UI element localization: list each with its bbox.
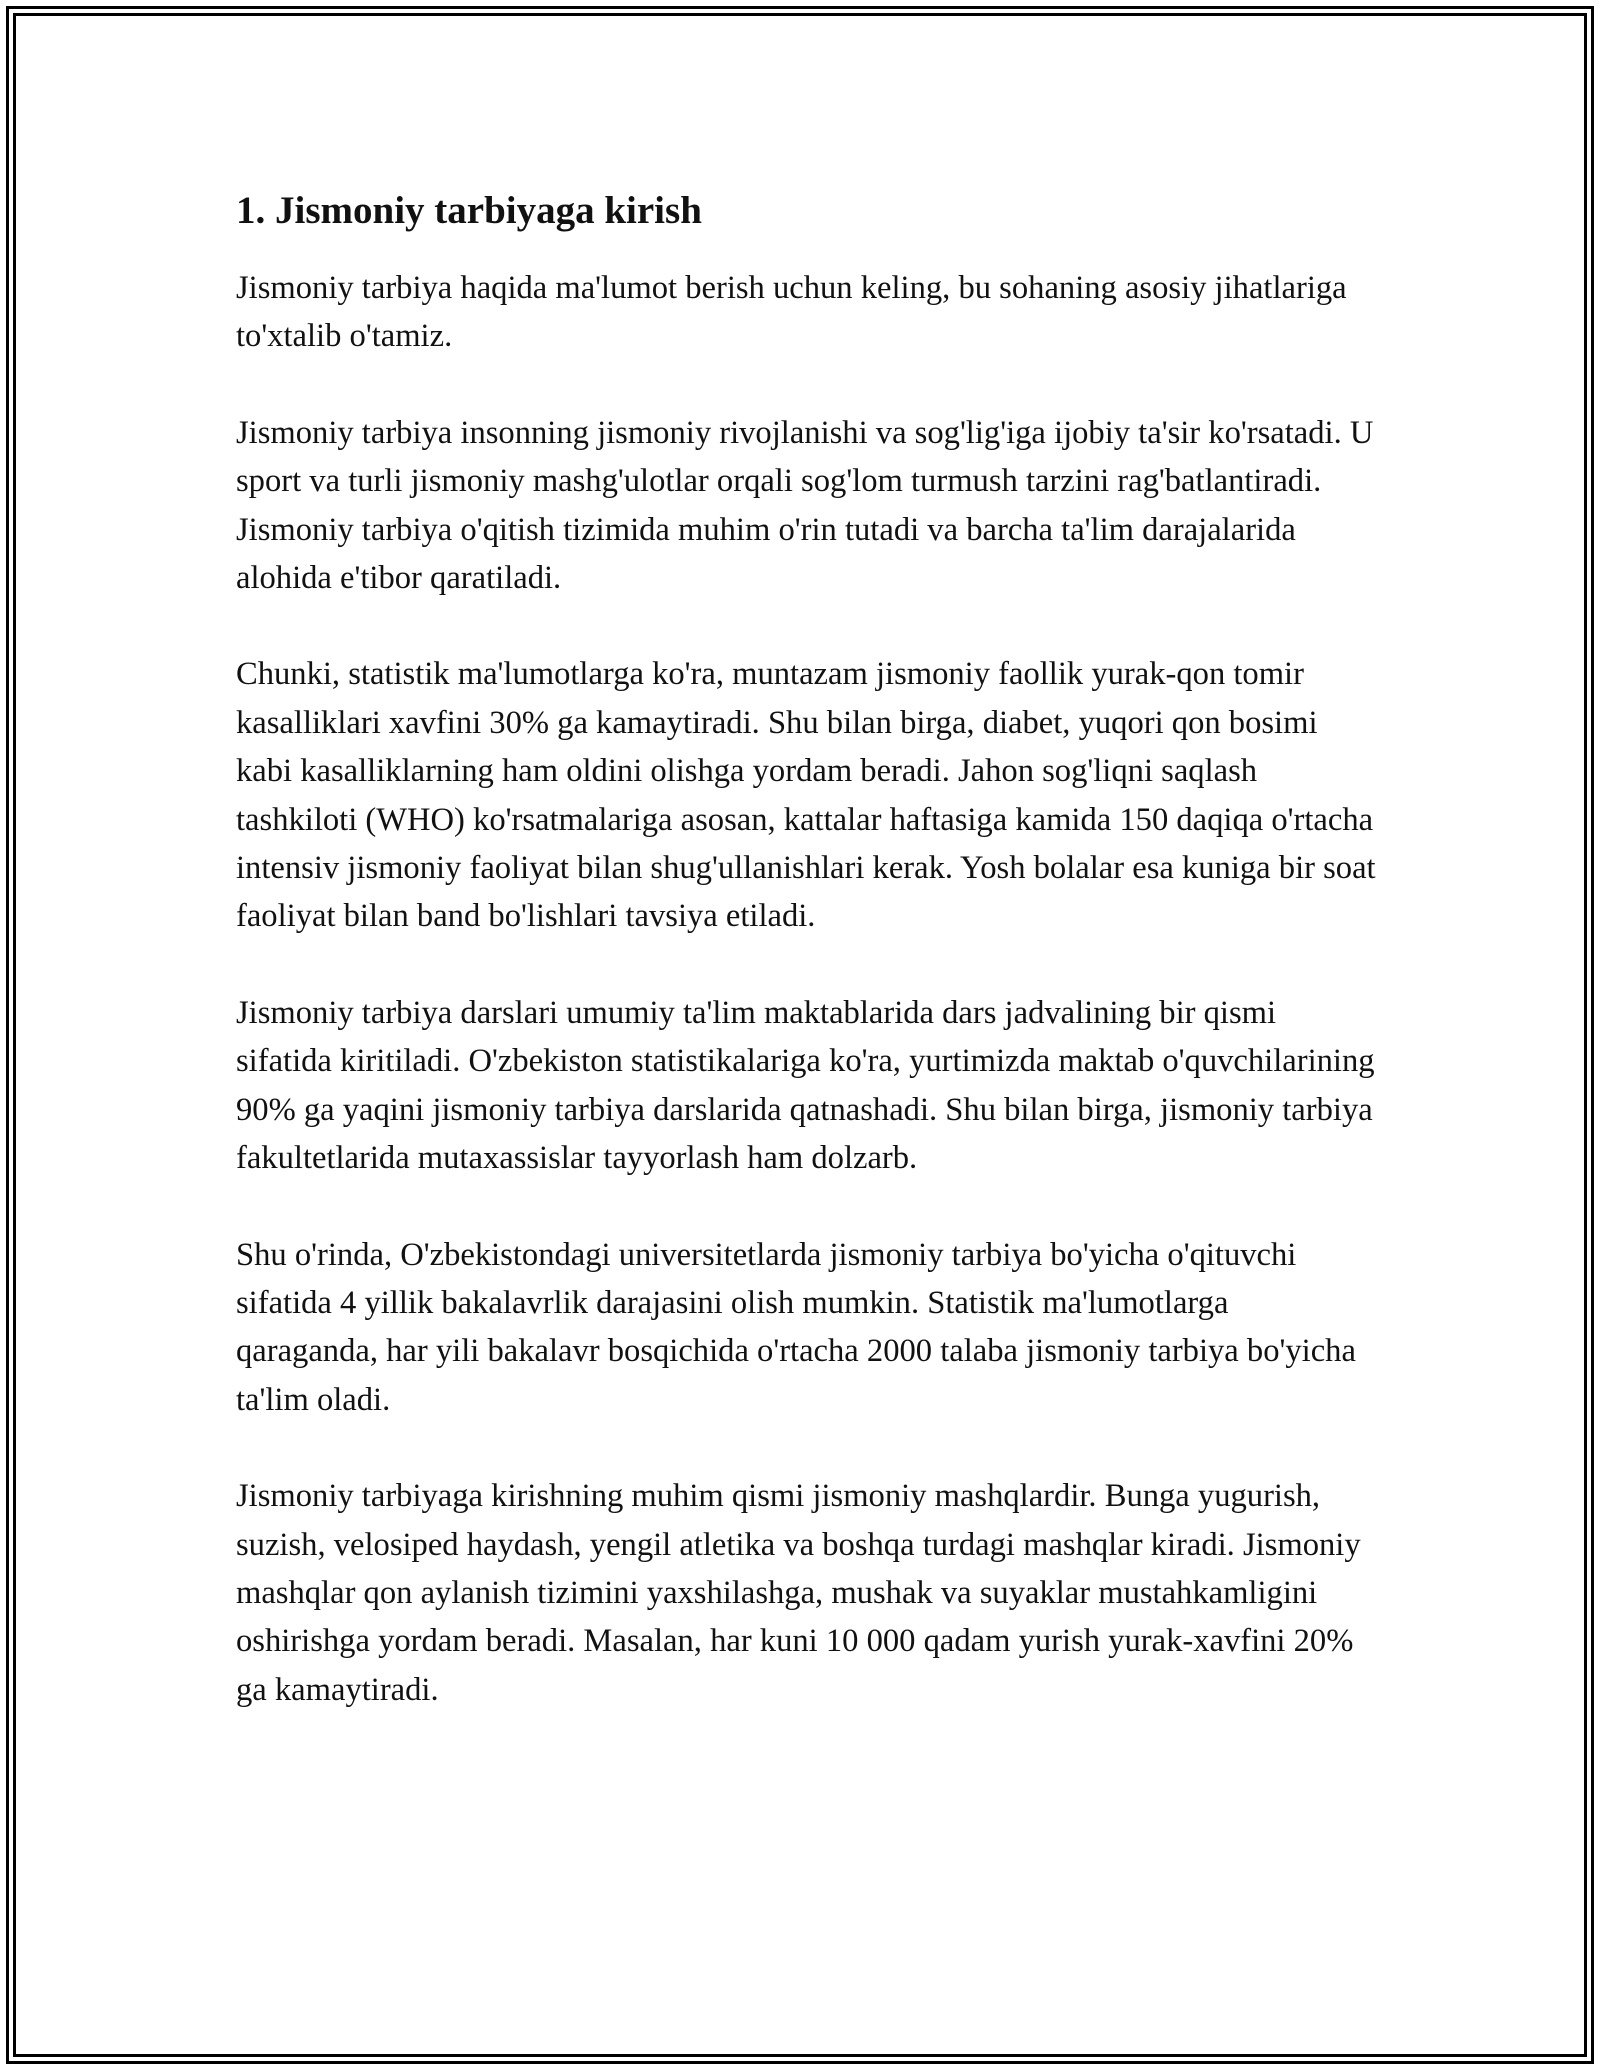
paragraph-intro: Jismoniy tarbiya haqida ma'lumot berish uchun keling, bu sohaning asosiy jihatlariga to'xtalib o'tamiz. <box>236 270 1347 355</box>
paragraph-statistics: Chunki, statistik ma'lumotlarga ko'ra, muntazam jismoniy faollik yurak-qon tomir kasalliklari xavfini 30% ga kamaytiradi. Shu bilan birga, diabet, yuqori qon bosimi kabi kasalliklarning ham oldini olishga yordam beradi. Jahon sog'liqni saqlash tashkiloti (WHO) ko'rsatmalariga asosan, kattalar haftasiga kamida 150 daqiqa o'rtacha intensiv jismoniy faoliyat bilan shug'ullanishlari kerak. Yosh bolalar esa kuniga bir soat faoliyat bilan band bo'lishlari tavsiya etiladi. <box>236 656 1376 935</box>
paragraph-school-lessons: Jismoniy tarbiya darslari umumiy ta'lim maktablarida dars jadvalining bir qismi sifatida kiritiladi. O'zbekiston statistikalariga ko'ra, yurtimizda maktab o'quvchilarining 90% ga yaqini jismoniy tarbiya darslarida qatnashadi. Shu bilan birga, jismoniy tarbiya fakultetlarida mutaxassislar tayyorlash ham dolzarb. <box>236 994 1375 1177</box>
paragraph-health-impact: Jismoniy tarbiya insonning jismoniy rivojlanishi va sog'lig'iga ijobiy ta'sir ko'rsatadi. U sport va turli jismoniy mashg'ulotlar orqali sog'lom turmush tarzini rag'batlantiradi. Jismoniy tarbiya o'qitish tizimida muhim o'rin tutadi va barcha ta'lim darajalarida alohida e'tibor qaratiladi. <box>236 414 1374 597</box>
section-heading: 1. Jismoniy tarbiyaga kirish <box>236 189 702 232</box>
paragraph-universities: Shu o'rinda, O'zbekistondagi universitetlarda jismoniy tarbiya bo'yicha o'qituvchi sifatida 4 yillik bakalavrlik darajasini olish mumkin. Statistik ma'lumotlarga qaraganda, har yili bakalavr bosqichida o'rtacha 2000 talaba jismoniy tarbiya bo'yicha ta'lim oladi. <box>236 1236 1356 1418</box>
document-body <box>236 184 1376 1762</box>
paragraph-exercises: Jismoniy tarbiyaga kirishning muhim qismi jismoniy mashqlardir. Bunga yugurish, suzish, velosiped haydash, yengil atletika va boshqa turdagi mashqlar kiradi. Jismoniy mashqlar qon aylanish tizimini yaxshilashga, mushak va suyaklar mustahkamligini oshirishga yordam beradi. Masalan, har kuni 10 000 qadam yurish yurak-xavfini 20% ga kamaytiradi. <box>236 1478 1361 1708</box>
